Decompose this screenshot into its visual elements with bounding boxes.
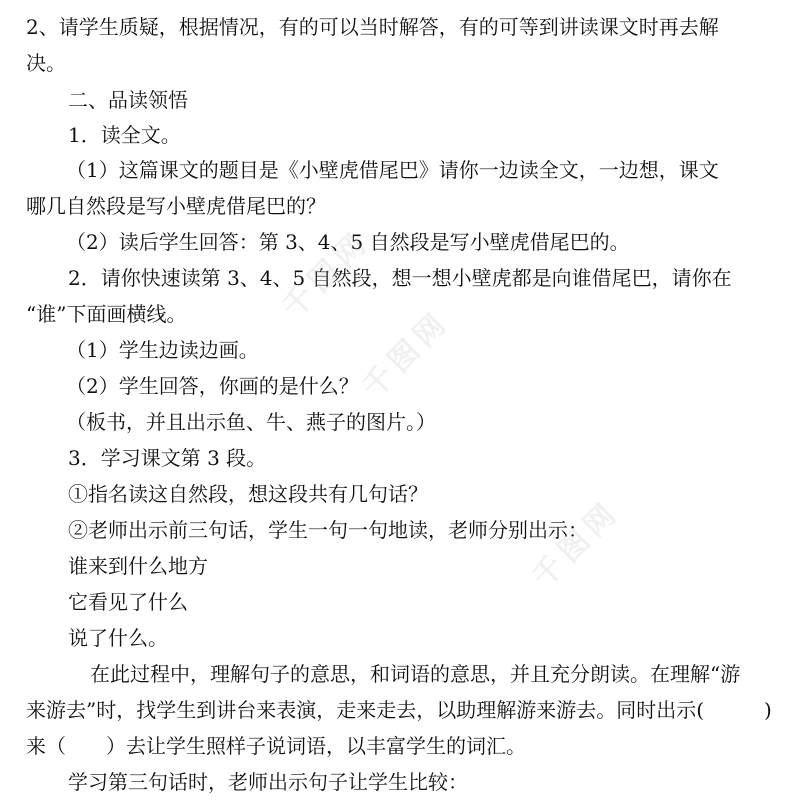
text-line: （1）这篇课文的题目是《小壁虎借尾巴》请你一边读全文，一边想，课文	[66, 158, 719, 182]
watermark: 千图网	[355, 303, 458, 406]
text-line: 2、请学生质疑，根据情况，有的可以当时解答，有的可等到讲读课文时再去解	[26, 15, 719, 39]
text-line: 它看见了什么	[68, 590, 188, 614]
text-line: “谁”下面画横线。	[26, 302, 187, 326]
text-line: （2）读后学生回答：第 3、4、5 自然段是写小壁虎借尾巴的。	[66, 230, 630, 254]
text-line: 哪几自然段是写小壁虎借尾巴的？	[26, 194, 326, 218]
text-line: 在此过程中，理解句子的意思，和词语的意思，并且充分朗读。在理解“游	[90, 662, 741, 686]
text-line: 3．学习课文第 3 段。	[68, 446, 267, 470]
text-line: 来（ ）去让学生照样子说词语，以丰富学生的词汇。	[26, 734, 526, 758]
text-line: （2）学生回答，你画的是什么？	[66, 374, 359, 398]
text-line: 说了什么。	[68, 626, 168, 650]
section-heading: 二、品读领悟	[68, 88, 188, 112]
text-line: 来游去”时，找学生到讲台来表演，走来走去，以助理解游来游去。同时出示( )	[26, 698, 772, 722]
text-line: 学习第三句话时，老师出示句子让学生比较：	[68, 770, 468, 794]
text-line: 1．读全文。	[68, 123, 181, 147]
text-line: 谁来到什么地方	[68, 554, 208, 578]
watermark: 千图网	[525, 493, 628, 596]
text-line: （板书，并且出示鱼、牛、燕子的图片。）	[66, 410, 436, 434]
watermark: 千图网	[275, 223, 378, 326]
text-line: （1）学生边读边画。	[66, 338, 259, 362]
text-line: 决。	[26, 51, 66, 75]
text-line: ②老师出示前三句话，学生一句一句地读，老师分别出示：	[68, 518, 588, 542]
text-line: 2．请你快速读第 3、4、5 自然段，想一想小壁虎都是向谁借尾巴，请你在	[68, 266, 732, 290]
text-line: ①指名读这自然段，想这段共有几句话？	[68, 482, 428, 506]
